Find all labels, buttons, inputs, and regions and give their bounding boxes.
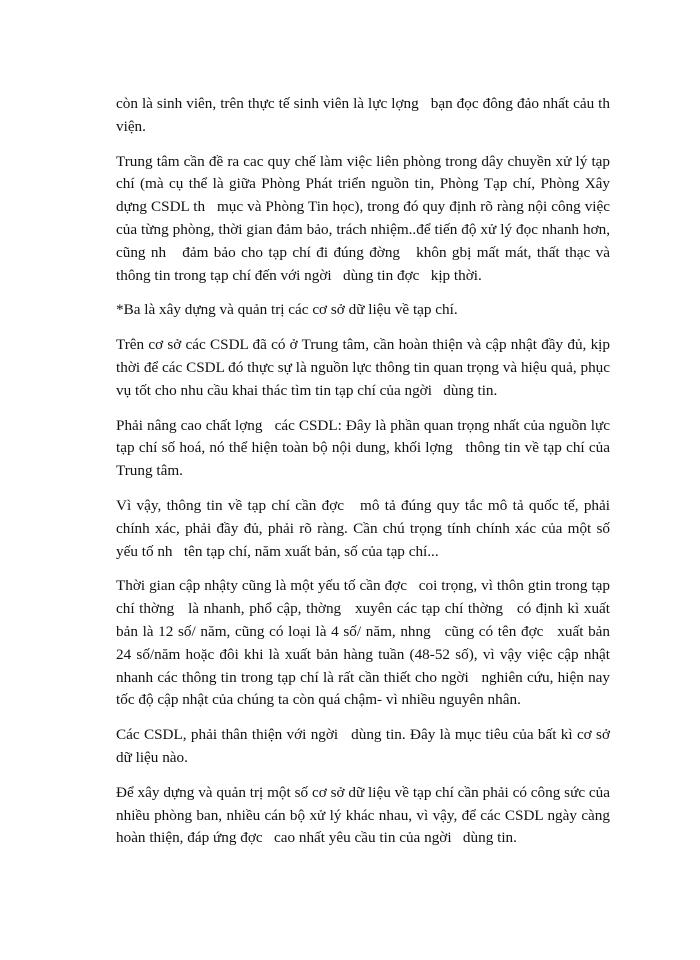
document-body (116, 93, 622, 850)
paragraph: Các CSDL, phải thân thiện với ngời dùng tin. Đây là mục tiêu của bất kì cơ sở dữ liệu nào. (116, 726, 614, 766)
paragraph: Để xây dựng và quản trị một số cơ sở dữ liệu về tạp chí cần phải có công sức của nhiều phòng ban, nhiều cán bộ xử lý khác nhau, vì vậy, để các CSDL ngày càng hoàn thiện, đáp ứng đợc cao nhất yêu cầu tin của ngời dùng tin. (116, 783, 614, 847)
paragraph: còn là sinh viên, trên thực tế sinh viên là lực lợng bạn đọc đông đảo nhất cảu th viện. (116, 95, 622, 135)
paragraph: Trên cơ sở các CSDL đã có ở Trung tâm, cần hoàn thiện và cập nhật đầy đủ, kịp thời để các CSDL đó thực sự là nguồn lực thông tin quan trọng và hiệu quả, phục vụ tốt cho nhu cầu khai thác tìm tin tạp chí của ngời dùng tin. (116, 336, 614, 399)
section-heading: *Ba là xây dựng và quản trị các cơ sở dữ liệu về tạp chí. (116, 301, 458, 319)
paragraph: Trung tâm cần đề ra cac quy chế làm việc liên phòng trong dây chuyền xử lý tạp chí (mà cụ thể là giữa Phòng Phát triển nguồn tin, Phòng Tạp chí, Phòng Xây dựng CSDL th mục và Phòng Tin học), trong đó quy định rõ ràng nội công việc của từng phòng, thời gian đảm bảo, trách nhiệm..để tiến độ xử lý đọc nhanh hơn, cũng nh đảm bảo cho tạp chí đi đúng đờng khôn gbị mất mát, thất thạc và thông tin trong tạp chí đến với ngời dùng tin đợc kịp thời. (116, 152, 614, 284)
paragraph: Phải nâng cao chất lợng các CSDL: Đây là phần quan trọng nhất của nguồn lực tạp chí số hoá, nó thể hiện toàn bộ nội dung, khối lợng thông tin về tạp chí của Trung tâm. (116, 416, 614, 480)
paragraph: Thời gian cập nhậty cũng là một yếu tố cần đợc coi trọng, vì thôn gtin trong tạp chí thờng là nhanh, phổ cập, thờng xuyên các tạp chí thờng có định kì xuất bản là 12 số/ năm, cũng có loại là 4 số/ năm, nhng cũng có tên đợc xuất bản 24 số/năm hoặc đôi khi là xuất bản hàng tuần (48-52 số), vì vậy việc cập nhật nhanh các thông tin trong tạp chí là rất cần thiết cho ngời nghiên cứu, hiện nay tốc độ cập nhật của chúng ta còn quá chậm- vì nhiều nguyên nhân. (116, 577, 614, 709)
paragraph: Vì vậy, thông tin về tạp chí cần đợc mô tả đúng quy tắc mô tả quốc tế, phải chính xác, phải đầy đủ, phải rõ ràng. Cần chú trọng tính chính xác của một số yếu tố nh tên tạp chí, năm xuất bản, số của tạp chí... (116, 496, 614, 560)
